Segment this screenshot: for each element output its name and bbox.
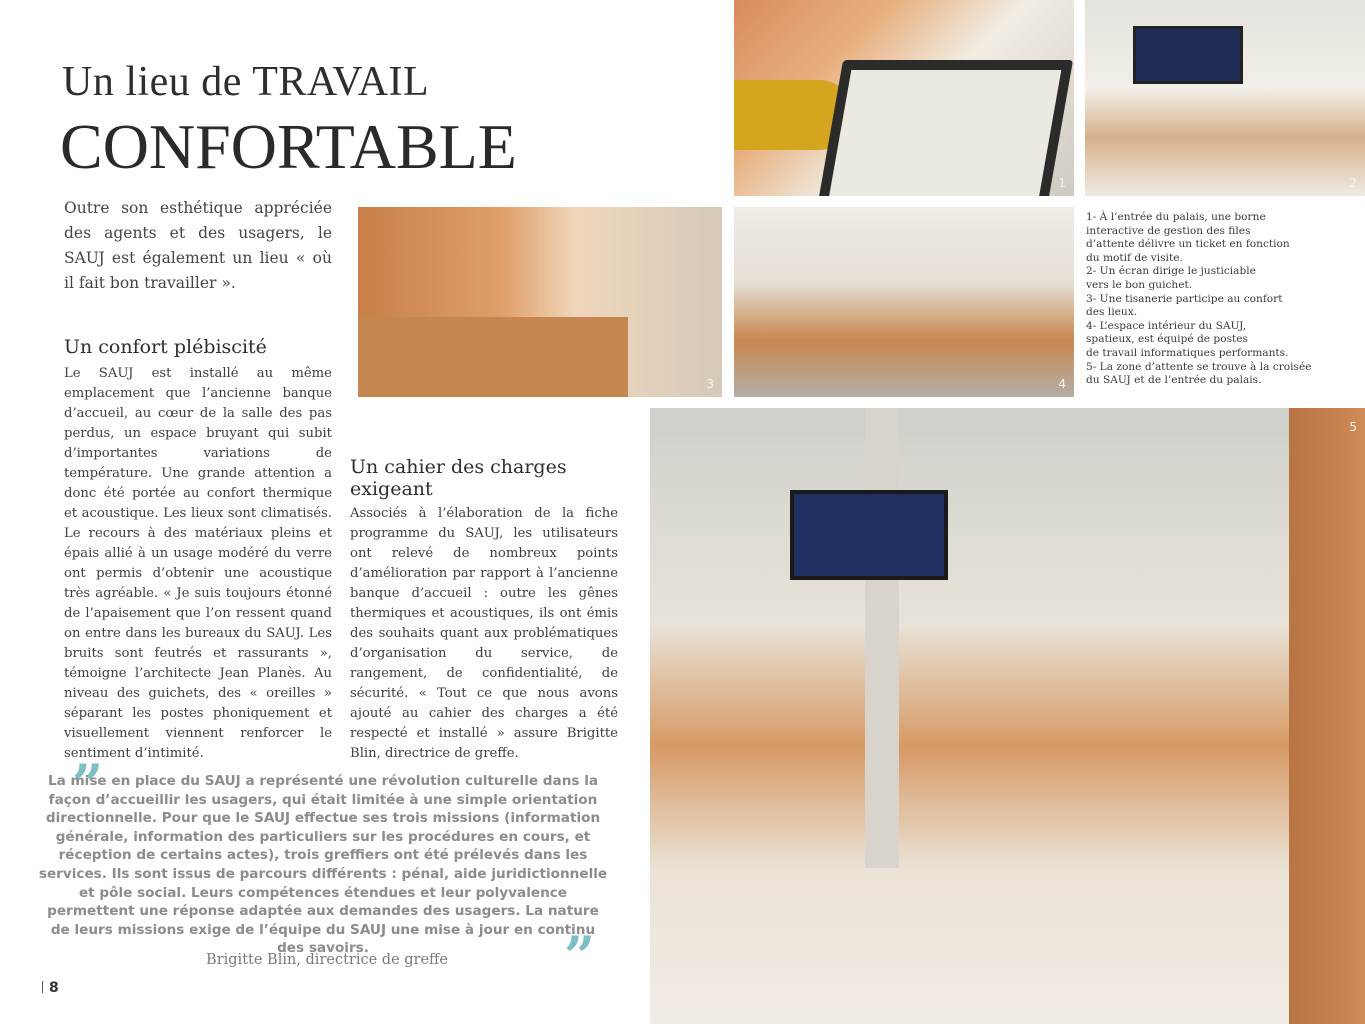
caption-line: d’attente délivre un ticket en fonction [1086, 238, 1290, 251]
section-body-cahier: Associés à l’élaboration de la fiche programme du SAUJ, les utilisateurs ont relevé de nombreux points d’amélioration par rapport à l’ancienne banque d’accueil : outre les gênes thermiques et acoustiques, ils ont émis des souhaits quant aux problématiques d’organisation du service, de rangement, de confidentialité, de sécurité. « Tout ce que nous avons ajouté au cahier des charges a été respecté et installé » assure Brigitte Blin, directrice de greffe. [350, 506, 618, 761]
photo-captions [1086, 211, 1326, 388]
caption-line: du motif de visite. [1086, 251, 1183, 264]
photo-number: 3 [706, 377, 714, 391]
caption-line: 4- L’espace intérieur du SAUJ, [1086, 319, 1247, 332]
photo-wall-shape [1289, 408, 1365, 1024]
caption-line: des lieux. [1086, 306, 1138, 319]
photo-kiosk [734, 0, 1074, 196]
caption-line: spatieux, est équipé de postes [1086, 333, 1248, 346]
photo-number: 2 [1349, 176, 1357, 190]
intro-paragraph: Outre son esthétique appréciée des agents et des usagers, le SAUJ est également un lieu « où il fait bon travailler ». [64, 199, 332, 292]
caption-line: de travail informatiques performants. [1086, 346, 1289, 359]
photo-workspace [734, 207, 1074, 397]
quote-author: Brigitte Blin, directrice de greffe [206, 952, 448, 968]
section-body-confort: Le SAUJ est installé au même emplacement que l’ancienne banque d’accueil, au cœur de la salle des pas perdus, un espace bruyant qui subit d’importantes variations de température. Une grande attention a donc été portée au confort thermique et acoustique. Les lieux sont climatisés. Le recours à des matériaux pleins et épais allié à un usage modéré du verre ont permis d’obtenir une acoustique très agréable. « Je suis toujours étonné de l’apaisement que l’on ressent quand on entre dans les bureaux du SAUJ. Les bruits sont feutrés et rassurants », témoigne l’architecte Jean Planès. Au niveau des guichets, des « oreilles » séparant les postes phoniquement et visuellement viennent renforcer le sentiment d’intimité. [64, 366, 332, 761]
caption-line: 5- La zone d’attente se trouve à la croisée [1086, 360, 1312, 373]
photo-tv-shape [790, 490, 948, 580]
page-number-divider [42, 981, 43, 993]
photo-pillar-shape [865, 408, 899, 868]
photo-screen [1085, 0, 1365, 196]
caption-line: du SAUJ et de l’entrée du palais. [1086, 374, 1262, 387]
caption-line: vers le bon guichet. [1086, 278, 1193, 291]
photo-number: 1 [1058, 176, 1066, 190]
section-heading-confort: Un confort plébiscité [64, 336, 267, 358]
pull-quote: La mise en place du SAUJ a représenté une révolution culturelle dans la façon d’accueillir les usagers, qui était limitée à une simple orientation directionnelle. Pour que le SAUJ effectue ses trois missions (information générale, information des particuliers sur les procédures en cours, et réception de certains actes), trois greffiers ont été prélevés dans les services. Ils sont issus de parcours différents : pénal, aide juridictionnelle et pôle social. Leurs compétences étendues et leur polyvalence permettent une réponse adaptée aux demandes des usagers. La nature de leurs missions exige de l’équipe du SAUJ une mise à jour en continu des savoirs. [38, 773, 608, 957]
caption-line: 1- À l’entrée du palais, une borne [1086, 211, 1266, 223]
title-line-1: Un lieu de TRAVAIL [62, 59, 430, 105]
photo-kiosk-screen-shape [815, 60, 1073, 196]
caption-line: 3- Une tisanerie participe au confort [1086, 292, 1283, 305]
photo-number: 5 [1349, 420, 1357, 434]
photo-counter-shape [358, 317, 628, 397]
photo-tea-room [358, 207, 722, 397]
photo-tv-shape [1133, 26, 1243, 84]
page-number [42, 980, 59, 996]
section-heading-cahier: Un cahier des charges exigeant [350, 456, 567, 500]
caption-line: 2- Un écran dirige le justiciable [1086, 265, 1256, 278]
title-line-2: CONFORTABLE [60, 111, 517, 182]
page-number-value: 8 [49, 980, 59, 996]
photo-number: 4 [1058, 377, 1066, 391]
photo-waiting-area [650, 408, 1365, 1024]
caption-line: interactive de gestion des files [1086, 224, 1251, 237]
